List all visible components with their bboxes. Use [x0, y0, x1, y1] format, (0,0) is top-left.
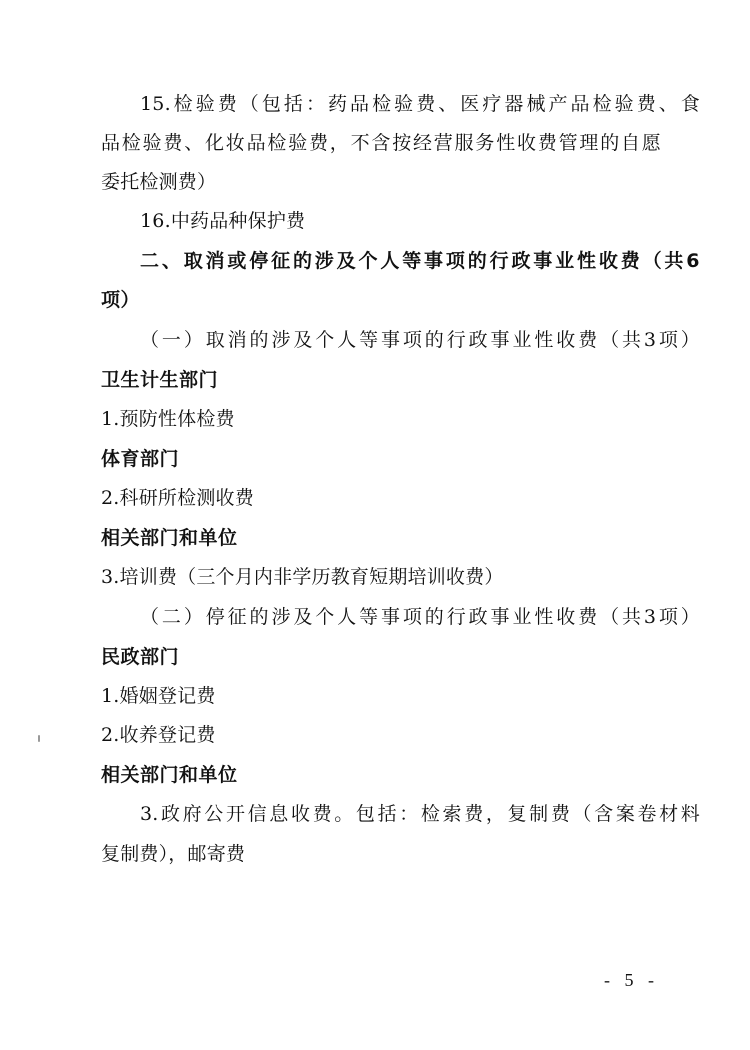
section-2-heading-line-1: 二、取消或停征的涉及个人等事项的行政事业性收费（共6 — [140, 250, 700, 272]
item-3-info-fee-line-1: 3.政府公开信息收费。包括：检索费，复制费（含案卷材料 — [140, 803, 700, 825]
department-sports: 体育部门 — [101, 448, 180, 470]
item-3-training-fee: 3.培训费（三个月内非学历教育短期培训收费） — [101, 566, 504, 588]
department-health: 卫生计生部门 — [101, 369, 219, 391]
item-15-line-3: 委托检测费） — [101, 171, 217, 193]
section-2-heading-line-2: 项） — [101, 289, 141, 311]
item-2-testing-fee: 2.科研所检测收费 — [101, 487, 254, 509]
item-16: 16.中药品种保护费 — [140, 210, 306, 232]
department-civil-affairs: 民政部门 — [101, 646, 180, 668]
page-number: - 5 - — [604, 970, 659, 990]
scan-margin-mark — [38, 735, 40, 742]
item-2-adoption-fee: 2.收养登记费 — [101, 724, 216, 746]
subsection-2-heading: （二）停征的涉及个人等事项的行政事业性收费（共3项） — [140, 606, 700, 628]
item-1-marriage-fee: 1.婚姻登记费 — [101, 685, 216, 707]
item-3-info-fee-line-2: 复制费），邮寄费 — [101, 843, 246, 865]
item-15-line-2: 品检验费、化妆品检验费，不含按经营服务性收费管理的自愿 — [101, 132, 661, 154]
department-related-units-1: 相关部门和单位 — [101, 527, 238, 549]
item-1-physical-exam: 1.预防性体检费 — [101, 408, 235, 430]
item-15-line-1: 15.检验费（包括：药品检验费、医疗器械产品检验费、食 — [140, 93, 700, 115]
department-related-units-2: 相关部门和单位 — [101, 764, 238, 786]
subsection-1-heading: （一）取消的涉及个人等事项的行政事业性收费（共3项） — [140, 329, 700, 351]
